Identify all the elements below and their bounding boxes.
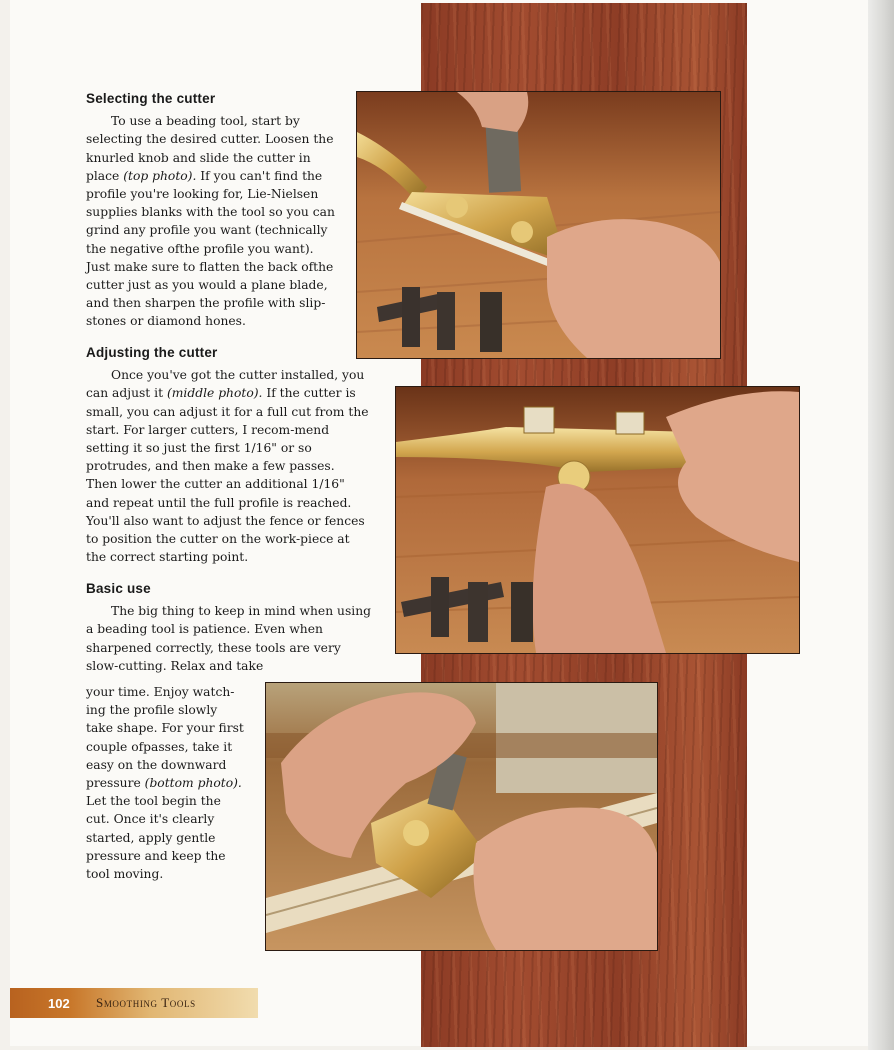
heading-basic-use: Basic use (86, 581, 151, 596)
photo-middle-illustration (396, 387, 799, 653)
paragraph-selecting-cutter (86, 112, 336, 330)
photo-top-selecting-cutter (356, 91, 721, 359)
text-run: pressure (86, 776, 145, 791)
photo-bottom-illustration (266, 683, 657, 950)
photo-middle-adjusting-cutter (395, 386, 800, 654)
text-line: easy on the downward (86, 757, 227, 772)
section-adjusting-cutter (86, 344, 369, 566)
photo-reference: (top photo). (123, 168, 197, 183)
text-line (86, 774, 261, 792)
tool-fences (616, 412, 644, 434)
spare-cutters (511, 582, 533, 642)
page-edge-shadow (868, 0, 894, 1050)
section-selecting-cutter (86, 90, 336, 331)
hand-right (474, 807, 658, 950)
text-run: If you can't find the profile you're looking for, Lie-Nielsen supplies blanks with the tool so you can grind any profile you want (technically the negative ofthe profile you want). Just make sure to flatten the back ofthe cutter just as you would a plane blade, and then sharpen the profile with slip-stones or diamond hones. (86, 168, 335, 329)
text-line: tool moving. (86, 867, 164, 882)
footer-section-title: Smoothing Tools (96, 995, 196, 1010)
photo-top-illustration (357, 92, 720, 358)
text-run: If the cutter is small, you can adjust it for a full cut from the start. For larger cutters, I recom-mend setting it so just the first 1/16" or so protrudes, and then make a few passes. Then lower the cutter an additional 1/16" and repeat until the full profile is reached. You'll also want to adjust the fence or fences to position the cutter on the work-piece at the correct starting point. (86, 386, 369, 565)
section-basic-use (86, 580, 372, 675)
text-line: ing the profile slowly (86, 703, 218, 718)
hand-right (547, 219, 720, 358)
text-line: pressure and keep the (86, 848, 226, 863)
photo-bottom-basic-use (265, 682, 658, 951)
heading-adjusting-cutter: Adjusting the cutter (86, 345, 218, 360)
paragraph-adjusting-cutter (86, 366, 369, 566)
page-number: 102 (48, 996, 70, 1011)
text-line: take shape. For your first (86, 721, 244, 736)
spare-cutters (480, 292, 502, 352)
text-run: Once you've got the cutter installed, you can adjust it (86, 368, 365, 401)
text-line: couple ofpasses, take it (86, 739, 233, 754)
text-line: Let the tool begin the (86, 794, 221, 809)
text-line: cut. Once it's clearly (86, 812, 215, 827)
paragraph-basic-use: The big thing to keep in mind when using a beading tool is patience. Even when sharpened correctly, these tools are very slow-cutting. Relax and take (86, 604, 371, 673)
basic-use-wrapped-lines (86, 683, 261, 883)
text-run: To use a beading tool, start by selecting the desired cutter. Loosen the knurled knob and slide the cutter in place (86, 114, 334, 183)
heading-selecting-cutter: Selecting the cutter (86, 91, 216, 106)
photo-reference: (middle photo). (166, 386, 263, 401)
text-line: your time. Enjoy watch- (86, 685, 235, 699)
text-line: started, apply gentle (86, 830, 216, 845)
photo-reference: (bottom photo). (144, 776, 242, 791)
